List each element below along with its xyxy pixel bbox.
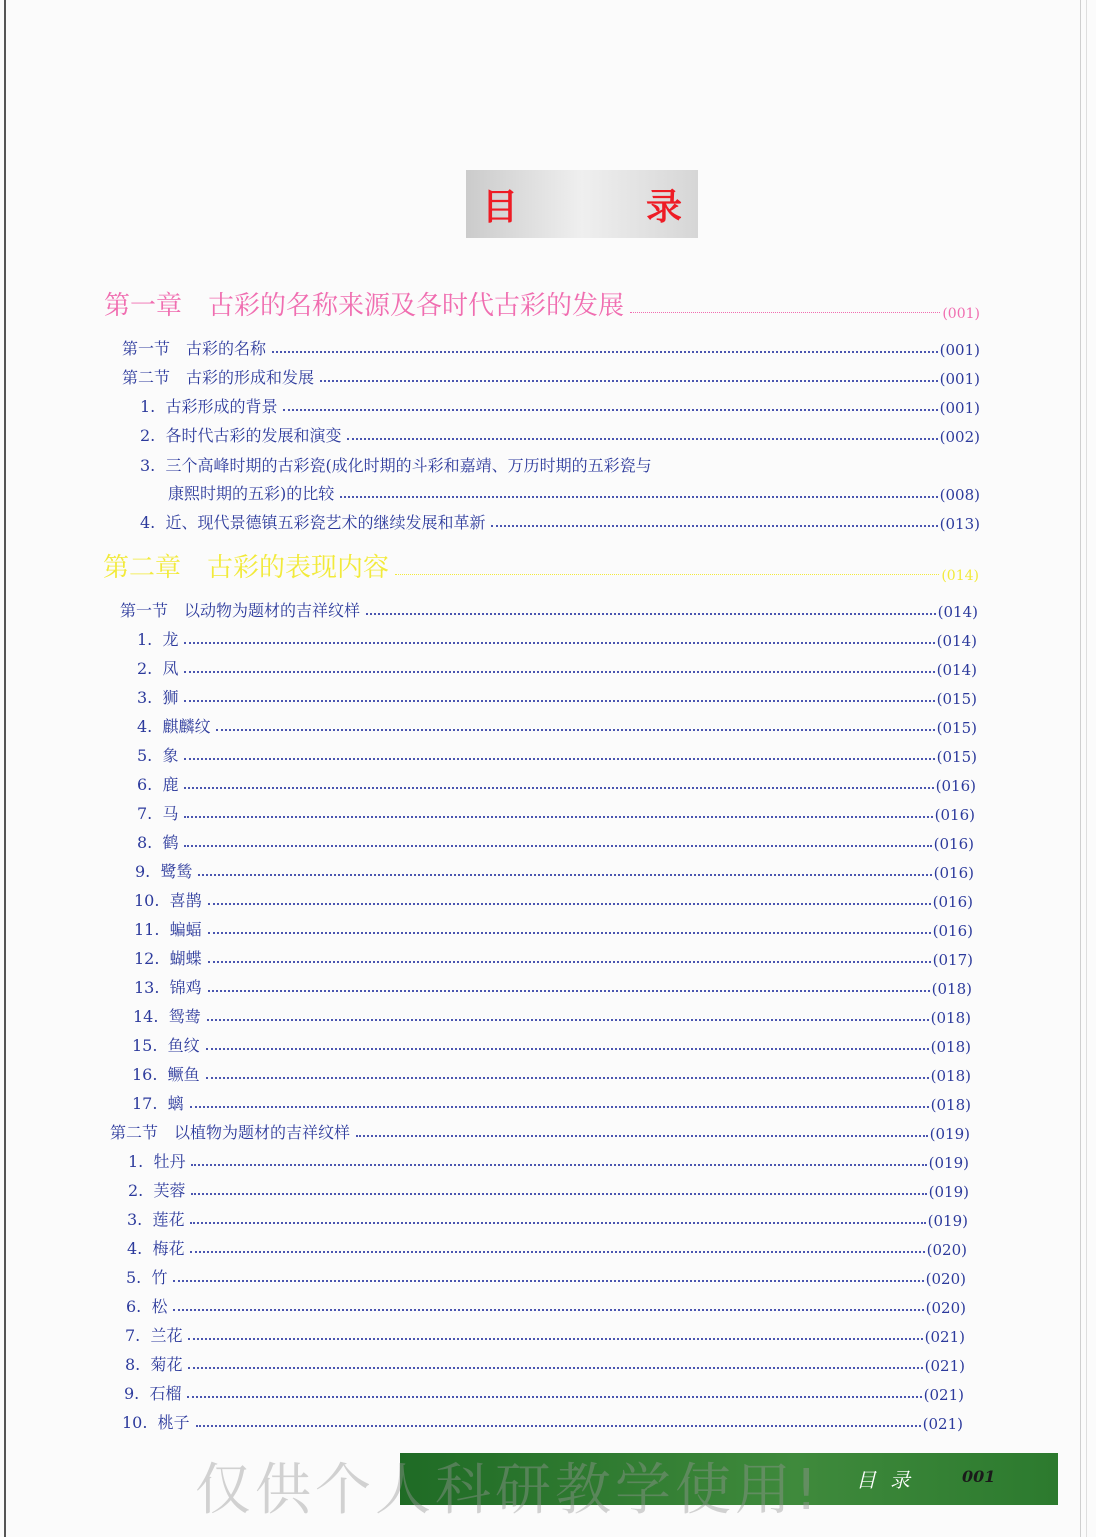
entry-page: (018) [930, 1096, 971, 1114]
dot-leader [184, 758, 934, 760]
entry-text: 6. 松 [126, 1297, 168, 1316]
entry-page: (016) [935, 777, 976, 795]
toc-entry[interactable] [122, 366, 980, 388]
entry-text: 第一节 古彩的名称 [122, 339, 267, 358]
entry-text: 1. 龙 [137, 630, 179, 649]
toc-entry[interactable] [128, 1179, 969, 1201]
entry-text: 3. 狮 [137, 688, 179, 707]
toc-entry[interactable] [137, 773, 976, 795]
toc-entry[interactable] [140, 395, 980, 417]
dot-leader [630, 312, 940, 313]
entry-page: (001) [939, 399, 980, 417]
dot-leader [184, 845, 931, 847]
toc-entry[interactable] [134, 947, 973, 969]
toc-entry[interactable] [137, 802, 975, 824]
dot-leader [173, 1280, 923, 1282]
entry-page: (020) [926, 1241, 967, 1259]
entry-text: 第二节 古彩的形成和发展 [122, 368, 315, 387]
chapter-page: (001) [942, 306, 980, 322]
toc-entry[interactable] [120, 599, 978, 621]
entry-page: (018) [931, 980, 972, 998]
toc-entry[interactable] [128, 1150, 969, 1172]
entry-page: (008) [939, 486, 980, 504]
entry-page: (015) [936, 690, 977, 708]
toc-entry[interactable] [140, 424, 980, 446]
dot-leader [320, 380, 938, 382]
dot-leader [491, 525, 937, 527]
toc-entry[interactable] [132, 1092, 971, 1114]
entry-text: 6. 鹿 [137, 775, 179, 794]
toc-entry[interactable] [125, 1324, 965, 1346]
toc-entry[interactable] [135, 860, 974, 882]
dot-leader [198, 874, 931, 876]
entry-page: (001) [939, 341, 980, 359]
toc-entry[interactable] [140, 511, 980, 533]
dot-leader [347, 438, 937, 440]
dot-leader [356, 1135, 928, 1137]
entry-text: 10. 喜鹊 [134, 891, 202, 910]
toc-entry[interactable] [126, 1295, 966, 1317]
toc-entry[interactable] [134, 889, 973, 911]
dot-leader [190, 1251, 924, 1253]
dot-leader [188, 1338, 922, 1340]
toc-entry[interactable] [127, 1237, 967, 1259]
toc-entry[interactable] [133, 1005, 971, 1027]
page-edge-left [4, 0, 6, 1537]
entry-page: (002) [939, 428, 980, 446]
entry-text: 8. 鹤 [137, 833, 179, 852]
entry-text: 7. 兰花 [125, 1326, 183, 1345]
entry-page: (019) [928, 1183, 969, 1201]
toc-title-left: 目 [482, 186, 519, 228]
entry-text: 2. 凤 [137, 659, 179, 678]
dot-leader [216, 729, 934, 731]
dot-leader [191, 1164, 926, 1166]
entry-text: 4. 近、现代景德镇五彩瓷艺术的继续发展和革新 [140, 513, 486, 532]
entry-page: (013) [939, 515, 980, 533]
dot-leader [184, 787, 933, 789]
toc-entry[interactable] [132, 1063, 971, 1085]
dot-leader [208, 903, 931, 905]
entry-page: (016) [932, 893, 973, 911]
entry-page: (016) [933, 835, 974, 853]
chapter-heading[interactable] [104, 288, 980, 322]
dot-leader [208, 990, 930, 992]
toc-entry[interactable] [122, 337, 980, 359]
dot-leader [184, 816, 932, 818]
entry-text: 2. 芙蓉 [128, 1181, 186, 1200]
entry-page: (018) [930, 1038, 971, 1056]
toc-entry[interactable] [168, 482, 980, 504]
entry-page: (015) [936, 748, 977, 766]
entry-page: (021) [922, 1415, 963, 1433]
entry-text: 12. 蝴蝶 [134, 949, 202, 968]
footer-page-number: 001 [962, 1467, 996, 1486]
toc-entry[interactable] [137, 628, 977, 650]
entry-text: 康熙时期的五彩)的比较 [168, 484, 335, 503]
entry-text: 2. 各时代古彩的发展和演变 [140, 426, 342, 445]
dot-leader [340, 496, 937, 498]
entry-text: 10. 桃子 [122, 1413, 190, 1432]
dot-leader [272, 351, 938, 353]
toc-entry[interactable] [132, 1034, 971, 1056]
toc-entry[interactable] [137, 686, 977, 708]
entry-text: 1. 古彩形成的背景 [140, 397, 278, 416]
entry-page: (020) [925, 1270, 966, 1288]
entry-text: 9. 鹭鸶 [135, 862, 193, 881]
dot-leader [173, 1309, 923, 1311]
dot-leader [184, 671, 934, 673]
toc-title-box [466, 170, 698, 238]
footer-section-label: 目录 [856, 1468, 924, 1492]
entry-page: (014) [936, 661, 977, 679]
entry-text: 4. 麒麟纹 [137, 717, 211, 736]
dot-leader [191, 1193, 926, 1195]
toc-entry[interactable] [122, 1411, 963, 1433]
dot-leader [190, 1222, 925, 1224]
dot-leader [184, 700, 934, 702]
entry-text: 11. 蝙蝠 [134, 920, 202, 939]
page-edge-right-outer [1086, 0, 1087, 1537]
entry-page: (021) [924, 1357, 965, 1375]
toc-entry[interactable] [137, 831, 974, 853]
dot-leader [395, 574, 939, 575]
toc-entry-text-line: 3. 三个高峰时期的古彩瓷(成化时期的斗彩和嘉靖、万历时期的五彩瓷与 [140, 456, 652, 475]
chapter-heading[interactable] [103, 550, 979, 584]
dot-leader [208, 961, 931, 963]
toc-entry[interactable] [137, 744, 977, 766]
dot-leader [190, 1106, 929, 1108]
chapter-title: 第一章 古彩的名称来源及各时代古彩的发展 [104, 291, 625, 321]
toc-entry[interactable] [137, 715, 977, 737]
dot-leader [188, 1367, 922, 1369]
entry-text: 17. 螭 [132, 1094, 184, 1113]
entry-text: 15. 鱼纹 [132, 1036, 200, 1055]
entry-text: 1. 牡丹 [128, 1152, 186, 1171]
entry-page: (001) [939, 370, 980, 388]
toc-entry[interactable] [124, 1382, 964, 1404]
dot-leader [187, 1396, 921, 1398]
dot-leader [196, 1425, 921, 1427]
dot-leader [283, 409, 937, 411]
entry-page: (016) [933, 864, 974, 882]
entry-text: 16. 鳜鱼 [132, 1065, 200, 1084]
chapter-title: 第二章 古彩的表现内容 [103, 553, 390, 583]
entry-page: (019) [927, 1212, 968, 1230]
entry-page: (016) [934, 806, 975, 824]
entry-text: 7. 马 [137, 804, 179, 823]
entry-page: (017) [932, 951, 973, 969]
dot-leader [207, 1019, 929, 1021]
dot-leader [208, 932, 931, 934]
entry-text: 4. 梅花 [127, 1239, 185, 1258]
entry-page: (021) [924, 1328, 965, 1346]
entry-page: (016) [932, 922, 973, 940]
toc-entry[interactable] [127, 1208, 968, 1230]
entry-page: (015) [936, 719, 977, 737]
dot-leader [184, 642, 934, 644]
entry-page: (019) [929, 1125, 970, 1143]
dot-leader [206, 1077, 929, 1079]
toc-entry[interactable] [125, 1353, 965, 1375]
entry-text: 第二节 以植物为题材的吉祥纹样 [110, 1123, 351, 1142]
dot-leader [366, 613, 936, 615]
entry-page: (018) [930, 1067, 971, 1085]
entry-page: (018) [930, 1009, 971, 1027]
entry-page: (021) [923, 1386, 964, 1404]
toc-entry[interactable] [126, 1266, 966, 1288]
toc-entry[interactable] [137, 657, 977, 679]
entry-text: 5. 竹 [126, 1268, 168, 1287]
entry-text: 5. 象 [137, 746, 179, 765]
toc-entry[interactable] [134, 918, 973, 940]
entry-text: 13. 锦鸡 [134, 978, 202, 997]
entry-page: (020) [925, 1299, 966, 1317]
dot-leader [206, 1048, 929, 1050]
entry-text: 9. 石榴 [124, 1384, 182, 1403]
toc-entry[interactable] [110, 1121, 970, 1143]
toc-entry[interactable] [134, 976, 972, 998]
entry-text: 8. 菊花 [125, 1355, 183, 1374]
entry-page: (014) [936, 632, 977, 650]
watermark-text: 仅供个人科研教学使用! [195, 1458, 822, 1523]
page-edge-right [1080, 0, 1081, 1537]
entry-text: 14. 鸳鸯 [133, 1007, 201, 1026]
entry-page: (014) [937, 603, 978, 621]
chapter-page: (014) [941, 568, 979, 584]
toc-title-right: 录 [645, 186, 682, 228]
entry-text: 第一节 以动物为题材的吉祥纹样 [120, 601, 361, 620]
entry-page: (019) [928, 1154, 969, 1172]
entry-text: 3. 莲花 [127, 1210, 185, 1229]
